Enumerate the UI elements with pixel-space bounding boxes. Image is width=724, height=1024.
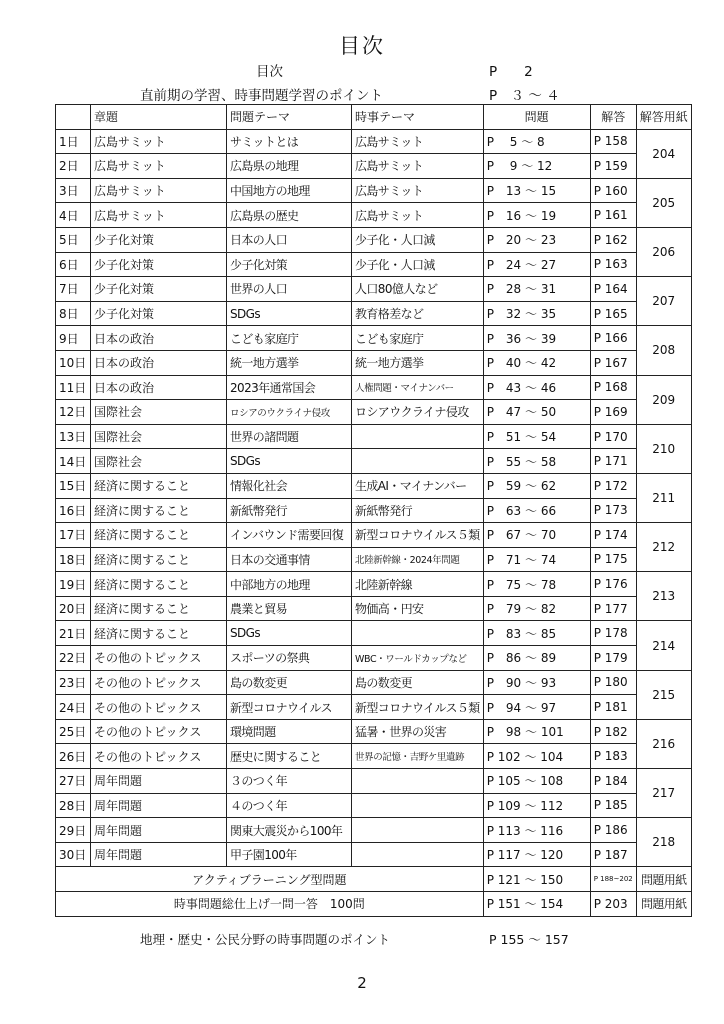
problem-cell: P 43 ～ 46 <box>483 375 590 400</box>
chapter-cell: その他のトピックス <box>91 646 227 671</box>
sheet-cell: 217 <box>636 769 691 818</box>
table-row <box>56 793 692 818</box>
footer-page: P 155 ～ 157 <box>489 932 569 947</box>
theme-cell: こども家庭庁 <box>227 326 352 351</box>
theme-cell: スポーツの祭典 <box>227 646 352 671</box>
header-answer: 解答 <box>590 105 636 130</box>
answer-cell: P 162 <box>590 227 636 252</box>
current-cell: 新紙幣発行 <box>352 498 484 523</box>
table-header-row <box>56 105 692 130</box>
table-row <box>56 646 692 671</box>
table-row <box>56 326 692 351</box>
answer-cell: P 166 <box>590 326 636 351</box>
answer-cell: P 171 <box>590 449 636 474</box>
current-cell <box>352 424 484 449</box>
problem-cell: P 59 ～ 62 <box>483 473 590 498</box>
sheet-cell: 210 <box>636 424 691 473</box>
day-cell: 24日 <box>56 695 91 720</box>
chapter-cell: 経済に関すること <box>91 473 227 498</box>
answer-cell: P 186 <box>590 818 636 843</box>
day-cell: 23日 <box>56 670 91 695</box>
current-cell: 新型コロナウイルス５類 <box>352 695 484 720</box>
theme-cell: 甲子園100年 <box>227 842 352 867</box>
chapter-cell: その他のトピックス <box>91 695 227 720</box>
problem-cell: P 28 ～ 31 <box>483 277 590 302</box>
chapter-cell: 経済に関すること <box>91 572 227 597</box>
theme-cell: ロシアのウクライナ侵攻 <box>227 400 352 425</box>
current-cell: 教育格差など <box>352 301 484 326</box>
answer-cell: P 167 <box>590 350 636 375</box>
current-cell: 新型コロナウイルス５類 <box>352 523 484 548</box>
current-cell: WBC・ワールドカップなど <box>352 646 484 671</box>
problem-cell: P 13 ～ 15 <box>483 178 590 203</box>
answer-cell: P 179 <box>590 646 636 671</box>
problem-cell: P 83 ～ 85 <box>483 621 590 646</box>
header-current: 時事テーマ <box>352 105 484 130</box>
current-cell: ロシアウクライナ侵攻 <box>352 400 484 425</box>
day-cell: 20日 <box>56 596 91 621</box>
chapter-cell: 国際社会 <box>91 424 227 449</box>
theme-cell: SDGs <box>227 621 352 646</box>
problem-cell: P 5 ～ 8 <box>483 129 590 154</box>
day-cell: 2日 <box>56 154 91 179</box>
toc-line-page: P ３ ～ ４ <box>489 88 560 104</box>
problem-cell: P 94 ～ 97 <box>483 695 590 720</box>
table-row <box>56 277 692 302</box>
chapter-cell: その他のトピックス <box>91 744 227 769</box>
chapter-cell: 広島サミット <box>91 129 227 154</box>
chapter-cell: 日本の政治 <box>91 326 227 351</box>
current-cell: 北陸新幹線・2024年問題 <box>352 547 484 572</box>
header-sheet: 解答用紙 <box>636 105 691 130</box>
problem-cell: P 16 ～ 19 <box>483 203 590 228</box>
day-cell: 28日 <box>56 793 91 818</box>
chapter-cell: 広島サミット <box>91 178 227 203</box>
current-cell: 島の数変更 <box>352 670 484 695</box>
day-cell: 26日 <box>56 744 91 769</box>
table-row <box>56 719 692 744</box>
current-cell: 少子化・人口減 <box>352 252 484 277</box>
sheet-cell: 204 <box>636 129 691 178</box>
table-row <box>56 621 692 646</box>
day-cell: 25日 <box>56 719 91 744</box>
problem-cell: P 151 ～ 154 <box>483 892 590 917</box>
day-cell: 6日 <box>56 252 91 277</box>
table-row <box>56 375 692 400</box>
table-row <box>56 892 692 917</box>
problem-cell: P 51 ～ 54 <box>483 424 590 449</box>
day-cell: 15日 <box>56 473 91 498</box>
theme-cell: 統一地方選挙 <box>227 350 352 375</box>
table-row <box>56 670 692 695</box>
problem-cell: P 113 ～ 116 <box>483 818 590 843</box>
day-cell: 14日 <box>56 449 91 474</box>
current-cell: 広島サミット <box>352 178 484 203</box>
current-cell <box>352 842 484 867</box>
problem-cell: P 105 ～ 108 <box>483 769 590 794</box>
table-row <box>56 203 692 228</box>
day-cell: 16日 <box>56 498 91 523</box>
day-cell: 11日 <box>56 375 91 400</box>
theme-cell: 少子化対策 <box>227 252 352 277</box>
current-cell <box>352 818 484 843</box>
table-row <box>56 842 692 867</box>
sheet-cell: 211 <box>636 473 691 522</box>
header-theme: 問題テーマ <box>227 105 352 130</box>
table-row <box>56 818 692 843</box>
current-cell: 少子化・人口減 <box>352 227 484 252</box>
answer-cell: P 174 <box>590 523 636 548</box>
problem-cell: P 36 ～ 39 <box>483 326 590 351</box>
theme-cell: インバウンド需要回復 <box>227 523 352 548</box>
table-row <box>56 596 692 621</box>
theme-cell: 2023年通常国会 <box>227 375 352 400</box>
problem-cell: P 32 ～ 35 <box>483 301 590 326</box>
problem-cell: P 86 ～ 89 <box>483 646 590 671</box>
toc-table <box>55 104 692 917</box>
day-cell: 5日 <box>56 227 91 252</box>
toc-line-label: 目次 <box>256 64 283 80</box>
theme-cell: 情報化社会 <box>227 473 352 498</box>
answer-cell: P 177 <box>590 596 636 621</box>
day-cell: 9日 <box>56 326 91 351</box>
theme-cell: 日本の交通事情 <box>227 547 352 572</box>
chapter-cell: その他のトピックス <box>91 719 227 744</box>
answer-cell: P 180 <box>590 670 636 695</box>
chapter-cell: その他のトピックス <box>91 670 227 695</box>
table-row <box>56 154 692 179</box>
sheet-cell: 208 <box>636 326 691 375</box>
current-cell: 物価高・円安 <box>352 596 484 621</box>
answer-cell: P 168 <box>590 375 636 400</box>
table-row <box>56 867 692 892</box>
table-row <box>56 400 692 425</box>
answer-cell: P 161 <box>590 203 636 228</box>
current-cell: 世界の記憶・吉野ケ里遺跡 <box>352 744 484 769</box>
day-cell: 8日 <box>56 301 91 326</box>
page-number: 2 <box>357 974 367 992</box>
answer-cell: P 172 <box>590 473 636 498</box>
problem-cell: P 63 ～ 66 <box>483 498 590 523</box>
chapter-cell: 周年問題 <box>91 818 227 843</box>
answer-cell: P 159 <box>590 154 636 179</box>
theme-cell: 中国地方の地理 <box>227 178 352 203</box>
day-cell: 4日 <box>56 203 91 228</box>
header-problem: 問題 <box>483 105 590 130</box>
chapter-cell: 経済に関すること <box>91 498 227 523</box>
current-cell: 広島サミット <box>352 203 484 228</box>
problem-cell: P 75 ～ 78 <box>483 572 590 597</box>
day-cell: 19日 <box>56 572 91 597</box>
table-row <box>56 695 692 720</box>
theme-cell: SDGs <box>227 449 352 474</box>
current-cell: 生成AI・マイナンバー <box>352 473 484 498</box>
chapter-cell: 経済に関すること <box>91 621 227 646</box>
current-cell <box>352 449 484 474</box>
day-cell: 7日 <box>56 277 91 302</box>
day-cell: 12日 <box>56 400 91 425</box>
sheet-cell: 207 <box>636 277 691 326</box>
day-cell: 13日 <box>56 424 91 449</box>
page-title: 目次 <box>339 34 385 58</box>
table-row <box>56 129 692 154</box>
problem-cell: P 55 ～ 58 <box>483 449 590 474</box>
table-row <box>56 449 692 474</box>
day-cell: 3日 <box>56 178 91 203</box>
sheet-cell: 216 <box>636 719 691 768</box>
extra-label-cell: 時事問題総仕上げ一問一答 100問 <box>56 892 484 917</box>
problem-cell: P 109 ～ 112 <box>483 793 590 818</box>
table-row <box>56 769 692 794</box>
current-cell <box>352 769 484 794</box>
problem-cell: P 9 ～ 12 <box>483 154 590 179</box>
current-cell: 北陸新幹線 <box>352 572 484 597</box>
day-cell: 22日 <box>56 646 91 671</box>
chapter-cell: 経済に関すること <box>91 547 227 572</box>
table-row <box>56 178 692 203</box>
day-cell: 17日 <box>56 523 91 548</box>
theme-cell: 関東大震災から100年 <box>227 818 352 843</box>
chapter-cell: 広島サミット <box>91 203 227 228</box>
current-cell: 人口80億人など <box>352 277 484 302</box>
answer-cell: P 158 <box>590 129 636 154</box>
chapter-cell: 広島サミット <box>91 154 227 179</box>
answer-cell: P 173 <box>590 498 636 523</box>
table-row <box>56 744 692 769</box>
sheet-cell: 215 <box>636 670 691 719</box>
answer-cell: P 185 <box>590 793 636 818</box>
chapter-cell: 少子化対策 <box>91 252 227 277</box>
problem-cell: P 71 ～ 74 <box>483 547 590 572</box>
theme-cell: 農業と貿易 <box>227 596 352 621</box>
theme-cell: ４のつく年 <box>227 793 352 818</box>
chapter-cell: 少子化対策 <box>91 301 227 326</box>
chapter-cell: 経済に関すること <box>91 596 227 621</box>
theme-cell: 島の数変更 <box>227 670 352 695</box>
answer-cell: P 188~202 <box>590 867 636 892</box>
current-cell: 統一地方選挙 <box>352 350 484 375</box>
current-cell: 広島サミット <box>352 129 484 154</box>
table-row <box>56 498 692 523</box>
theme-cell: 広島県の地理 <box>227 154 352 179</box>
day-cell: 30日 <box>56 842 91 867</box>
theme-cell: 広島県の歴史 <box>227 203 352 228</box>
problem-cell: P 67 ～ 70 <box>483 523 590 548</box>
answer-cell: P 182 <box>590 719 636 744</box>
theme-cell: 世界の人口 <box>227 277 352 302</box>
sheet-cell: 問題用紙 <box>636 867 691 892</box>
problem-cell: P 117 ～ 120 <box>483 842 590 867</box>
answer-cell: P 203 <box>590 892 636 917</box>
extra-label-cell: アクティブラーニング型問題 <box>56 867 484 892</box>
problem-cell: P 47 ～ 50 <box>483 400 590 425</box>
table-row <box>56 473 692 498</box>
sheet-cell: 問題用紙 <box>636 892 691 917</box>
sheet-cell: 212 <box>636 523 691 572</box>
answer-cell: P 187 <box>590 842 636 867</box>
theme-cell: ３のつく年 <box>227 769 352 794</box>
problem-cell: P 98 ～ 101 <box>483 719 590 744</box>
answer-cell: P 160 <box>590 178 636 203</box>
theme-cell: 環境問題 <box>227 719 352 744</box>
sheet-cell: 209 <box>636 375 691 424</box>
chapter-cell: 周年問題 <box>91 793 227 818</box>
day-cell: 10日 <box>56 350 91 375</box>
problem-cell: P 121 ～ 150 <box>483 867 590 892</box>
day-cell: 29日 <box>56 818 91 843</box>
sheet-cell: 205 <box>636 178 691 227</box>
answer-cell: P 176 <box>590 572 636 597</box>
chapter-cell: 周年問題 <box>91 842 227 867</box>
problem-cell: P 90 ～ 93 <box>483 670 590 695</box>
chapter-cell: 日本の政治 <box>91 350 227 375</box>
answer-cell: P 163 <box>590 252 636 277</box>
theme-cell: サミットとは <box>227 129 352 154</box>
sheet-cell: 214 <box>636 621 691 670</box>
sheet-cell: 213 <box>636 572 691 621</box>
answer-cell: P 164 <box>590 277 636 302</box>
day-cell: 1日 <box>56 129 91 154</box>
theme-cell: 新型コロナウイルス <box>227 695 352 720</box>
answer-cell: P 184 <box>590 769 636 794</box>
answer-cell: P 165 <box>590 301 636 326</box>
sheet-cell: 206 <box>636 227 691 276</box>
table-row <box>56 424 692 449</box>
chapter-cell: 少子化対策 <box>91 227 227 252</box>
answer-cell: P 183 <box>590 744 636 769</box>
theme-cell: 新紙幣発行 <box>227 498 352 523</box>
table-row <box>56 523 692 548</box>
problem-cell: P 79 ～ 82 <box>483 596 590 621</box>
header-chapter: 章題 <box>91 105 227 130</box>
table-row <box>56 301 692 326</box>
chapter-cell: 少子化対策 <box>91 277 227 302</box>
answer-cell: P 169 <box>590 400 636 425</box>
footer-label: 地理・歴史・公民分野の時事問題のポイント <box>140 932 391 947</box>
theme-cell: 中部地方の地理 <box>227 572 352 597</box>
answer-cell: P 181 <box>590 695 636 720</box>
problem-cell: P 102 ～ 104 <box>483 744 590 769</box>
current-cell: 人権問題・マイナンバー <box>352 375 484 400</box>
chapter-cell: 国際社会 <box>91 449 227 474</box>
theme-cell: SDGs <box>227 301 352 326</box>
problem-cell: P 20 ～ 23 <box>483 227 590 252</box>
current-cell <box>352 621 484 646</box>
toc-line-label: 直前期の学習、時事問題学習のポイント <box>140 88 383 104</box>
table-row <box>56 227 692 252</box>
day-cell: 27日 <box>56 769 91 794</box>
answer-cell: P 170 <box>590 424 636 449</box>
problem-cell: P 24 ～ 27 <box>483 252 590 277</box>
problem-cell: P 40 ～ 42 <box>483 350 590 375</box>
current-cell: 猛暑・世界の災害 <box>352 719 484 744</box>
theme-cell: 歴史に関すること <box>227 744 352 769</box>
current-cell: 広島サミット <box>352 154 484 179</box>
current-cell <box>352 793 484 818</box>
answer-cell: P 178 <box>590 621 636 646</box>
sheet-cell: 218 <box>636 818 691 867</box>
theme-cell: 世界の諸問題 <box>227 424 352 449</box>
answer-cell: P 175 <box>590 547 636 572</box>
current-cell: こども家庭庁 <box>352 326 484 351</box>
chapter-cell: 経済に関すること <box>91 523 227 548</box>
day-cell: 21日 <box>56 621 91 646</box>
table-row <box>56 252 692 277</box>
theme-cell: 日本の人口 <box>227 227 352 252</box>
table-row <box>56 547 692 572</box>
toc-line-page: P 2 <box>489 64 533 80</box>
chapter-cell: 周年問題 <box>91 769 227 794</box>
table-row <box>56 572 692 597</box>
header-no <box>56 105 91 130</box>
day-cell: 18日 <box>56 547 91 572</box>
chapter-cell: 国際社会 <box>91 400 227 425</box>
table-row <box>56 350 692 375</box>
chapter-cell: 日本の政治 <box>91 375 227 400</box>
